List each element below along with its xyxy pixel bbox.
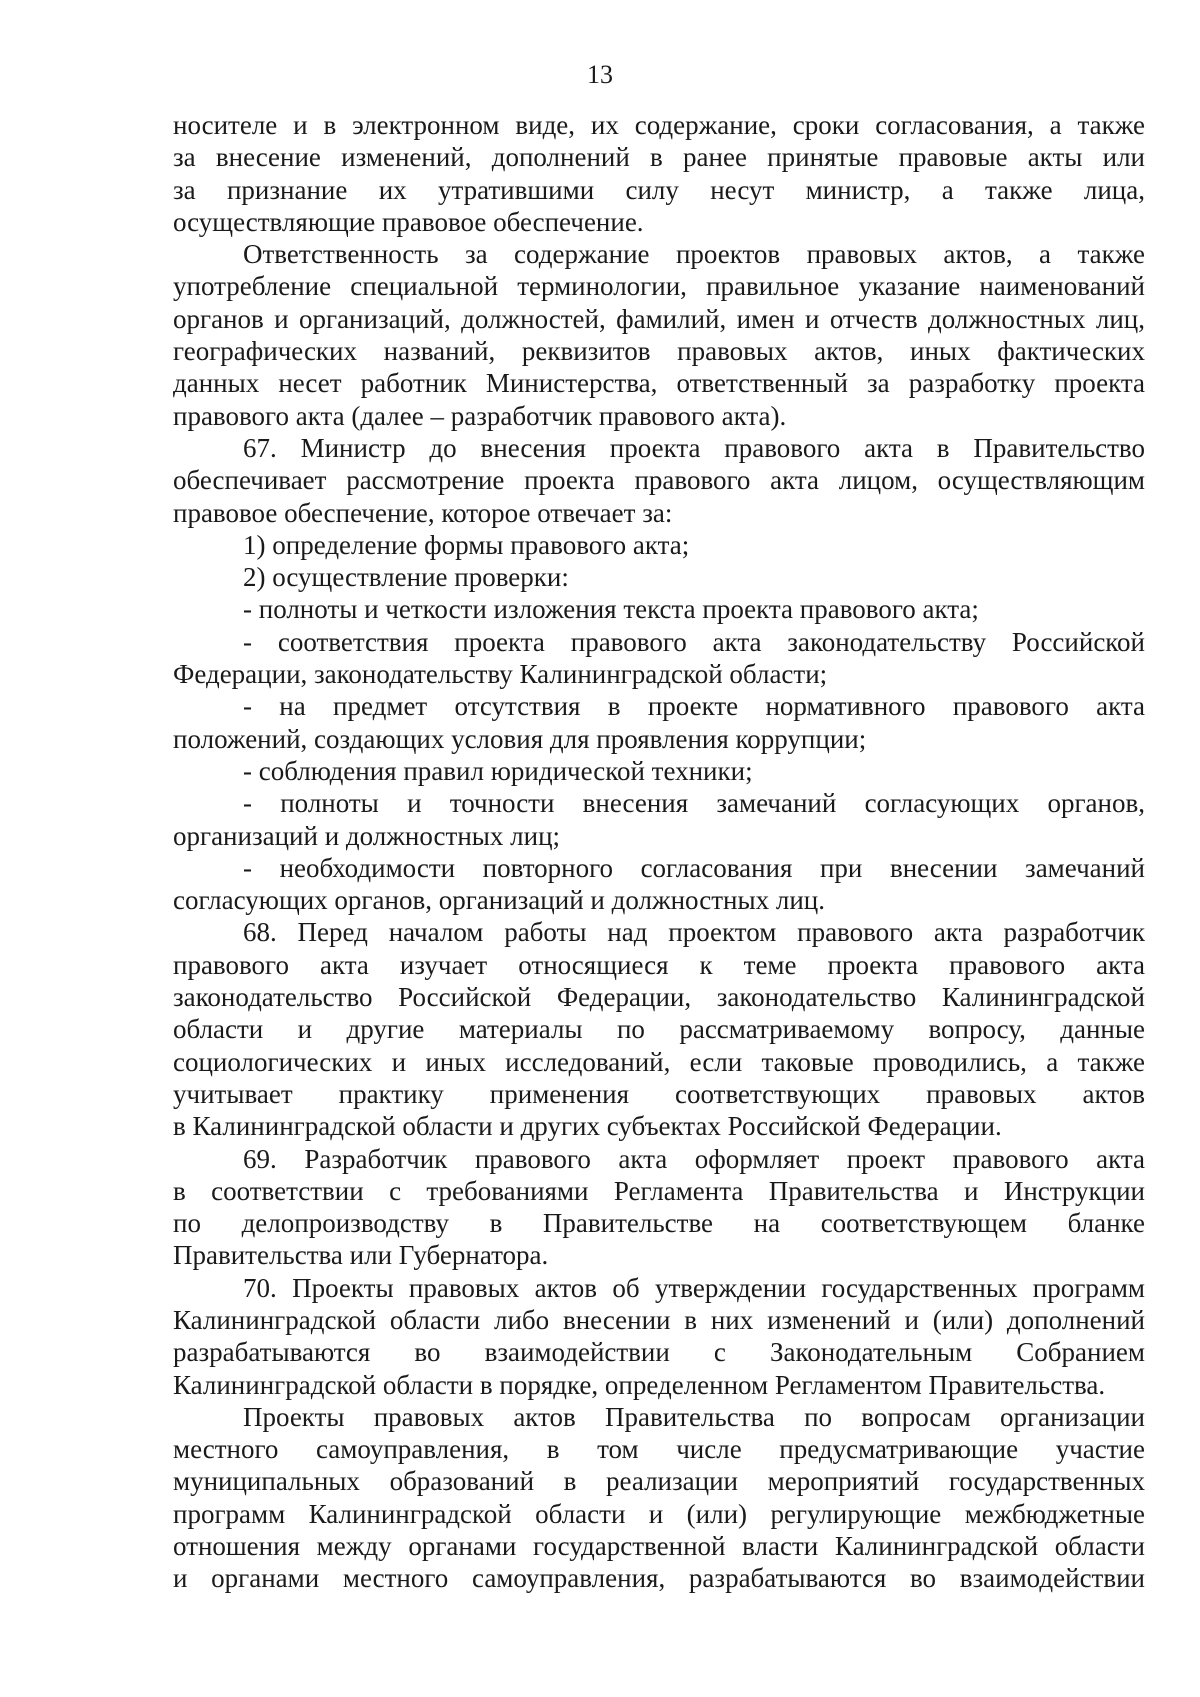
text-line: носителе и в электронном виде, их содержание, сроки согласования, а также [173,110,1145,140]
text-line: - полноты и четкости изложения текста проекта правового акта; [243,594,979,625]
text-line: 2) осуществление проверки: [243,562,569,593]
text-line: географических названий, реквизитов правовых актов, иных фактических [173,336,1145,367]
text-line: положений, создающих условия для проявления коррупции; [173,723,867,754]
text-line: программ Калининградской области и (или) регулирующие межбюджетные [173,1498,1145,1529]
text-line: организаций и должностных лиц; [173,820,561,851]
text-line: за внесение изменений, дополнений в ранее принятые правовые акты или [173,142,1145,173]
text-line: правовое обеспечение, которое отвечает за: [173,497,673,528]
text-line: и органами местного самоуправления, разрабатываются во взаимодействии [173,1563,1145,1594]
text-line: - необходимости повторного согласования при внесении замечаний [243,852,1145,883]
text-line: - соответствия проекта правового акта законодательству Российской [243,626,1145,657]
text-line: согласующих органов, организаций и должностных лиц. [173,885,825,916]
text-line: законодательство Российской Федерации, законодательство Калининградской [173,982,1145,1013]
text-line: разрабатываются во взаимодействии с Законодательным Собранием [173,1337,1145,1368]
text-line: социологических и иных исследований, если таковые проводились, а также [173,1046,1145,1077]
text-line: употребление специальной терминологии, правильное указание наименований [173,271,1145,302]
text-line: Проекты правовых актов Правительства по вопросам организации [243,1401,1145,1432]
text-line: 1) определение формы правового акта; [243,529,690,560]
text-line: - соблюдения правил юридической техники; [243,755,753,786]
text-line: органов и организаций, должностей, фамилий, имен и отчеств должностных лиц, [173,303,1145,334]
text-line: - на предмет отсутствия в проекте нормативного правового акта [243,691,1145,722]
text-line: в Калининградской области и других субъектах Российской Федерации. [173,1111,1002,1142]
text-line: 68. Перед началом работы над проектом правового акта разработчик [243,917,1145,948]
text-line: Калининградской области либо внесении в них изменений и (или) дополнений [173,1304,1145,1335]
text-line: 69. Разработчик правового акта оформляет проект правового акта [243,1143,1145,1174]
text-line: 67. Министр до внесения проекта правового акта в Правительство [243,432,1145,463]
text-line: данных несет работник Министерства, ответственный за разработку проекта [173,368,1145,399]
text-line: отношения между органами государственной власти Калининградской области [173,1531,1145,1562]
text-line: Ответственность за содержание проектов правовых актов, а также [243,239,1145,270]
page-number: 13 [587,60,613,89]
text-line: 70. Проекты правовых актов об утверждении государственных программ [243,1272,1145,1303]
text-line: обеспечивает рассмотрение проекта правового акта лицом, осуществляющим [173,465,1145,496]
text-line: осуществляющие правовое обеспечение. [173,206,644,237]
text-line: по делопроизводству в Правительстве на соответствующем бланке [173,1208,1145,1239]
text-line: муниципальных образований в реализации мероприятий государственных [173,1466,1145,1497]
text-line: за признание их утратившими силу несут министр, а также лица, [173,174,1145,205]
text-line: местного самоуправления, в том числе предусматривающие участие [173,1434,1145,1465]
text-line: - полноты и точности внесения замечаний согласующих органов, [243,788,1145,819]
text-line: области и другие материалы по рассматриваемому вопросу, данные [173,1014,1145,1045]
text-line: правового акта (далее – разработчик правового акта). [173,400,787,431]
document-body [173,109,1145,1595]
text-line: правового акта изучает относящиеся к теме проекта правового акта [173,949,1145,980]
text-line: Федерации, законодательству Калининградской области; [173,659,828,690]
text-line: в соответствии с требованиями Регламента Правительства и Инструкции [173,1175,1145,1206]
text-line: Калининградской области в порядке, определенном Регламентом Правительства. [173,1369,1106,1400]
text-line: Правительства или Губернатора. [173,1240,549,1271]
text-line: учитывает практику применения соответствующих правовых актов [173,1078,1145,1109]
